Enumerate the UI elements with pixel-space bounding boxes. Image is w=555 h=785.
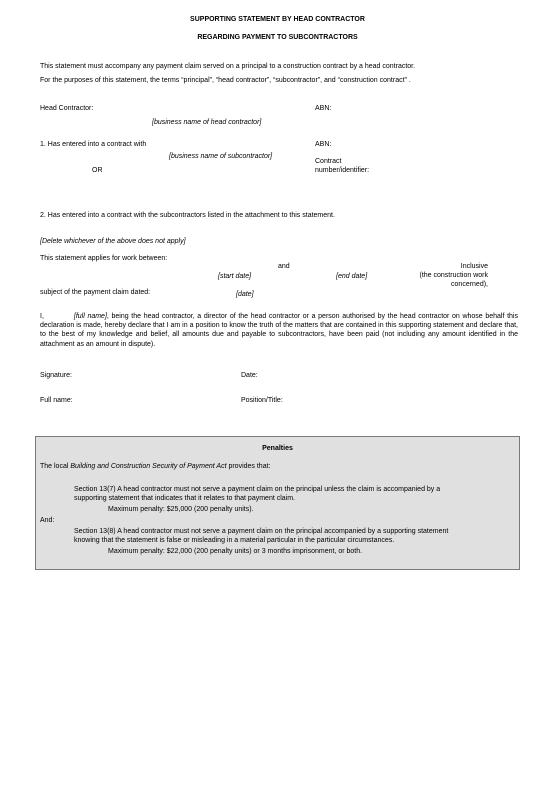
item2-text: 2. Has entered into a contract with the subcontractors listed in the attachment to this statement.	[40, 212, 335, 219]
section-13-8-line2: knowing that the statement is false or misleading in a material particular in the particular circumstances.	[74, 537, 395, 544]
full-name-hint: [full name]	[73, 313, 107, 320]
declaration-body: , being the head contractor, a director of the head contractor or a person authorised by the head contractor on whose behalf this declaration is made, hereby declare that I am in a position to know the truth of the matters that are contained in this supporting statement and declare that, to the best of my knowledge and belief, all amounts due and payable to subcontractors, have been paid (not including any amount identified in the attachment as an amount in dispute).	[40, 313, 518, 348]
section-13-8-penalty: Maximum penalty: $22,000 (200 penalty units) or 3 months imprisonment, or both.	[108, 548, 363, 555]
head-contractor-business-name-hint: [business name of head contractor]	[152, 119, 262, 126]
signature-label: Signature:	[40, 372, 72, 379]
head-contractor-label: Head Contractor:	[40, 105, 94, 112]
penalties-title: Penalties	[262, 445, 293, 452]
construction-work-line2: concerned),	[451, 281, 488, 288]
penalties-box	[35, 436, 520, 570]
subject-text: subject of the payment claim dated:	[40, 289, 151, 296]
subcontractor-name-hint: [business name of subcontractor]	[169, 153, 273, 160]
start-date-hint: [start date]	[218, 273, 252, 280]
applies-text: This statement applies for work between:	[40, 255, 168, 262]
document-subtitle: REGARDING PAYMENT TO SUBCONTRACTORS	[197, 34, 358, 41]
intro-line-2: For the purposes of this statement, the terms “principal”, “head contractor”, “subcontractor”, and “construction contract” .	[40, 77, 411, 84]
document-title: SUPPORTING STATEMENT BY HEAD CONTRACTOR	[190, 16, 365, 23]
declaration-paragraph	[40, 312, 518, 349]
claim-date-hint: [date]	[236, 291, 254, 298]
contract-label-line1: Contract	[315, 158, 342, 165]
penalties-intro-prefix: The local	[40, 463, 71, 470]
section-13-8-line1: Section 13(8) A head contractor must not serve a payment claim on the principal accompanied by a supporting statement	[74, 528, 449, 535]
date-label: Date:	[241, 372, 258, 379]
contract-label-line2: number/identifier:	[315, 167, 370, 174]
position-title-label: Position/Title:	[241, 397, 283, 404]
head-contractor-abn-label: ABN:	[315, 105, 332, 112]
section-13-7-line1: Section 13(7) A head contractor must not serve a payment claim on the principal unless the claim is accompanied by a	[74, 486, 441, 493]
penalties-intro-suffix: provides that:	[226, 463, 271, 470]
construction-work-line1: (the construction work	[419, 272, 488, 279]
item1-text: 1. Has entered into a contract with	[40, 141, 147, 148]
intro-line-1: This statement must accompany any payment claim served on a principal to a construction contract by a head contractor.	[40, 63, 416, 70]
penalties-intro	[40, 462, 270, 471]
inclusive-label: Inclusive	[460, 263, 488, 270]
end-date-hint: [end date]	[336, 273, 368, 280]
and-connector: And:	[40, 517, 55, 524]
item1-abn-label: ABN:	[315, 141, 332, 148]
or-label: OR	[92, 167, 103, 174]
delete-note: [Delete whichever of the above does not apply]	[40, 238, 186, 245]
full-name-label: Full name:	[40, 397, 73, 404]
and-label: and	[278, 263, 290, 270]
section-13-7-penalty: Maximum penalty: $25,000 (200 penalty units).	[108, 506, 254, 513]
section-13-7-line2: supporting statement that indicates that it relates to that payment claim.	[74, 495, 296, 502]
declaration-prefix: I,	[40, 313, 44, 320]
act-name: Building and Construction Security of Payment Act	[70, 463, 227, 470]
